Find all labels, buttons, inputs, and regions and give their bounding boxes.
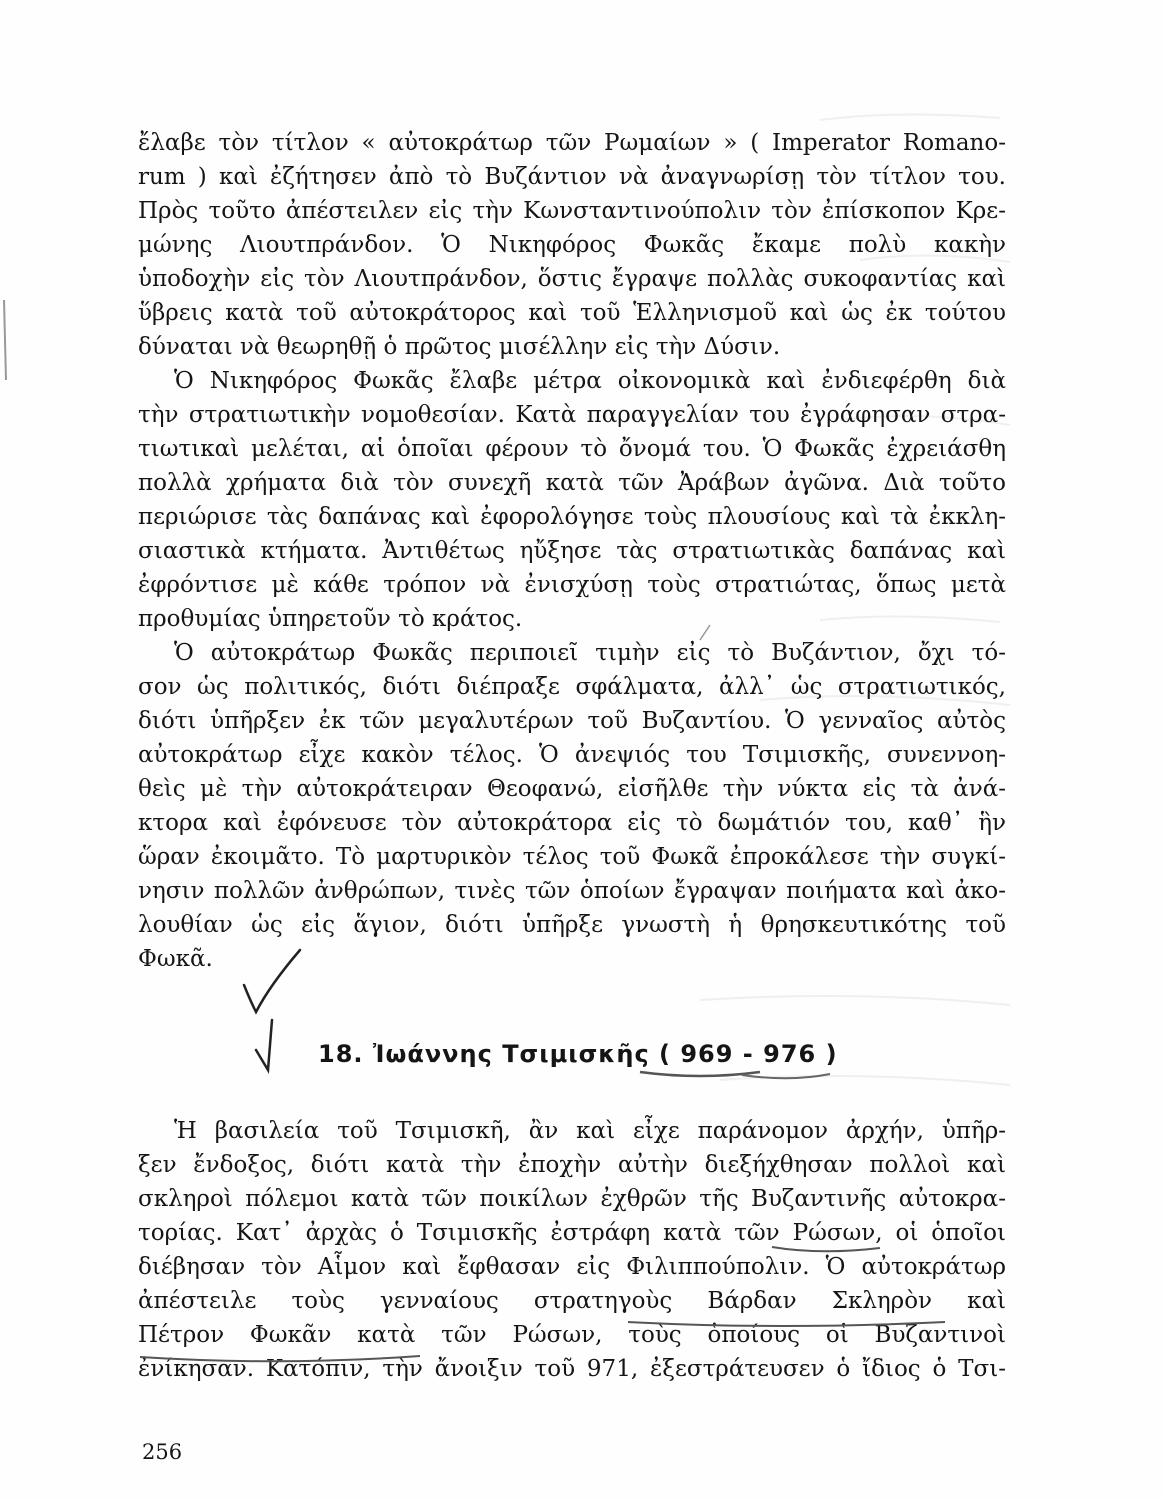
text-line: λουθίαν ὡς εἰς ἅγιον, διότι ὑπῆρξε γνωστὴ ἡ θρησκευτικότης τοῦ <box>138 912 1006 938</box>
text-line: Πέτρον Φωκᾶν κατὰ τῶν Ρώσων, τοὺς ὁποίους οἱ Βυζαντινοὶ <box>138 1322 1006 1348</box>
heading-number: 18. <box>318 1040 364 1068</box>
text-line: τιωτικαὶ μελέται, αἱ ὁποῖαι φέρουν τὸ ὄνομά του. Ὁ Φωκᾶς ἐχρειάσθη <box>138 436 1006 462</box>
text-line: σιαστικὰ κτήματα. Ἀντιθέτως ηὔξησε τὰς στρατιωτικὰς δαπάνας καὶ <box>138 538 1006 564</box>
text-line: Φωκᾶ. <box>138 946 213 972</box>
text-line: ἔλαβε τὸν τίτλον « αὐτοκράτωρ τῶν Ρωμαίων » ( Imperator Romano- <box>138 130 1006 156</box>
text-line: ἐφρόντισε μὲ κάθε τρόπον νὰ ἐνισχύσῃ τοὺς στρατιώτας, ὅπως μετὰ <box>138 572 1006 598</box>
text-line: ἀπέστειλε τοὺς γενναίους στρατηγοὺς Βάρδαν Σκληρὸν καὶ <box>138 1288 1006 1314</box>
text-line: δύναται νὰ θεωρηθῇ ὁ πρῶτος μισέλλην εἰς τὴν Δύσιν. <box>138 334 781 360</box>
text-line: κτορα καὶ ἐφόνευσε τὸν αὐτοκράτορα εἰς τὸ δωμάτιόν του, καθ᾽ ἣν <box>138 810 1006 836</box>
text-line: Ὁ αὐτοκράτωρ Φωκᾶς περιποιεῖ τιμὴν εἰς τὸ Βυζάντιον, ὄχι τό- <box>174 640 1006 666</box>
margin-stroke <box>4 300 6 380</box>
text-line: αὐτοκράτωρ εἶχε κακὸν τέλος. Ὁ ἀνεψιός του Τσιμισκῆς, συνεννοη- <box>138 742 1006 768</box>
text-line: μώνης Λιουτπράνδον. Ὁ Νικηφόρος Φωκᾶς ἔκαμε πολὺ κακὴν <box>138 232 1006 258</box>
underline-mark <box>742 1074 830 1078</box>
text-line: τὴν στρατιωτικὴν νομοθεσίαν. Κατὰ παραγγελίαν του ἐγράφησαν στρα- <box>138 402 1006 428</box>
text-line: διέβησαν τὸν Αἷμον καὶ ἔφθασαν εἰς Φιλιππούπολιν. Ὁ αὐτοκράτωρ <box>138 1254 1006 1280</box>
text-line: σον ὡς πολιτικός, διότι διέπραξε σφάλματα, ἀλλ᾽ ὡς στρατιωτικός, <box>138 674 1006 700</box>
checkmark-icon <box>256 1020 272 1070</box>
text-line: ἐνίκησαν. Κατόπιν, τὴν ἄνοιξιν τοῦ 971, ἐξεστράτευσεν ὁ ἴδιος ὁ Τσι- <box>138 1356 1006 1382</box>
section-heading <box>318 1040 838 1068</box>
text-line: ξεν ἔνδοξος, διότι κατὰ τὴν ἐποχὴν αὐτὴν διεξήχθησαν πολλοὶ καὶ <box>138 1152 1006 1178</box>
text-line: πολλὰ χρήματα διὰ τὸν συνεχῆ κατὰ τῶν Ἀράβων ἀγῶνα. Διὰ τοῦτο <box>138 470 1006 496</box>
bottom-text-block <box>138 1114 1006 1386</box>
text-line: Ἡ βασιλεία τοῦ Τσιμισκῆ, ἂν καὶ εἶχε παράνομον ἀρχήν, ὑπῆρ- <box>174 1118 1006 1144</box>
top-text-block <box>138 126 1006 976</box>
text-line: ὥραν ἐκοιμᾶτο. Τὸ μαρτυρικὸν τέλος τοῦ Φωκᾶ ἐπροκάλεσε τὴν συγκί- <box>138 844 1006 870</box>
text-line: τορίας. Κατ᾽ ἀρχὰς ὁ Τσιμισκῆς ἐστράφη κατὰ τῶν Ρώσων, οἱ ὁποῖοι <box>138 1220 1006 1246</box>
page-number: 256 <box>142 1440 183 1464</box>
text-line: Πρὸς τοῦτο ἀπέστειλεν εἰς τὴν Κωνσταντινούπολιν τὸν ἐπίσκοπον Κρε- <box>138 198 1006 224</box>
text-line: προθυμίας ὑπηρετοῦν τὸ κράτος. <box>138 606 523 632</box>
text-line: rum ) καὶ ἐζήτησεν ἀπὸ τὸ Βυζάντιον νὰ ἀναγνωρίσῃ τὸν τίτλον του. <box>138 164 1006 190</box>
text-line: ὕβρεις κατὰ τοῦ αὐτοκράτορος καὶ τοῦ Ἑλληνισμοῦ καὶ ὡς ἐκ τούτου <box>138 300 1006 326</box>
heading-title: Ἰωάννης Τσιμισκῆς <box>372 1040 650 1068</box>
heading-years: ( 969 - 976 ) <box>659 1040 838 1068</box>
underline-mark <box>640 1072 760 1076</box>
text-line: Ὁ Νικηφόρος Φωκᾶς ἔλαβε μέτρα οἰκονομικὰ καὶ ἐνδιεφέρθη διὰ <box>174 368 1006 394</box>
text-line: νησιν πολλῶν ἀνθρώπων, τινὲς τῶν ὁποίων ἔγραψαν ποιήματα καὶ ἀκο- <box>138 878 1006 904</box>
text-line: περιώρισε τὰς δαπάνας καὶ ἐφορολόγησε τοὺς πλουσίους καὶ τὰ ἐκκλη- <box>138 504 1006 530</box>
text-line: διότι ὑπῆρξεν ἐκ τῶν μεγαλυτέρων τοῦ Βυζαντίου. Ὁ γενναῖος αὐτὸς <box>138 708 1006 734</box>
text-line: σκληροὶ πόλεμοι κατὰ τῶν ποικίλων ἐχθρῶν τῆς Βυζαντινῆς αὐτοκρα- <box>138 1186 1006 1212</box>
text-line: ὑποδοχὴν εἰς τὸν Λιουτπράνδον, ὅστις ἔγραψε πολλὰς συκοφαντίας καὶ <box>138 266 1006 292</box>
text-line: θεὶς μὲ τὴν αὐτοκράτειραν Θεοφανώ, εἰσῆλθε τὴν νύκτα εἰς τὰ ἀνά- <box>138 776 1006 802</box>
